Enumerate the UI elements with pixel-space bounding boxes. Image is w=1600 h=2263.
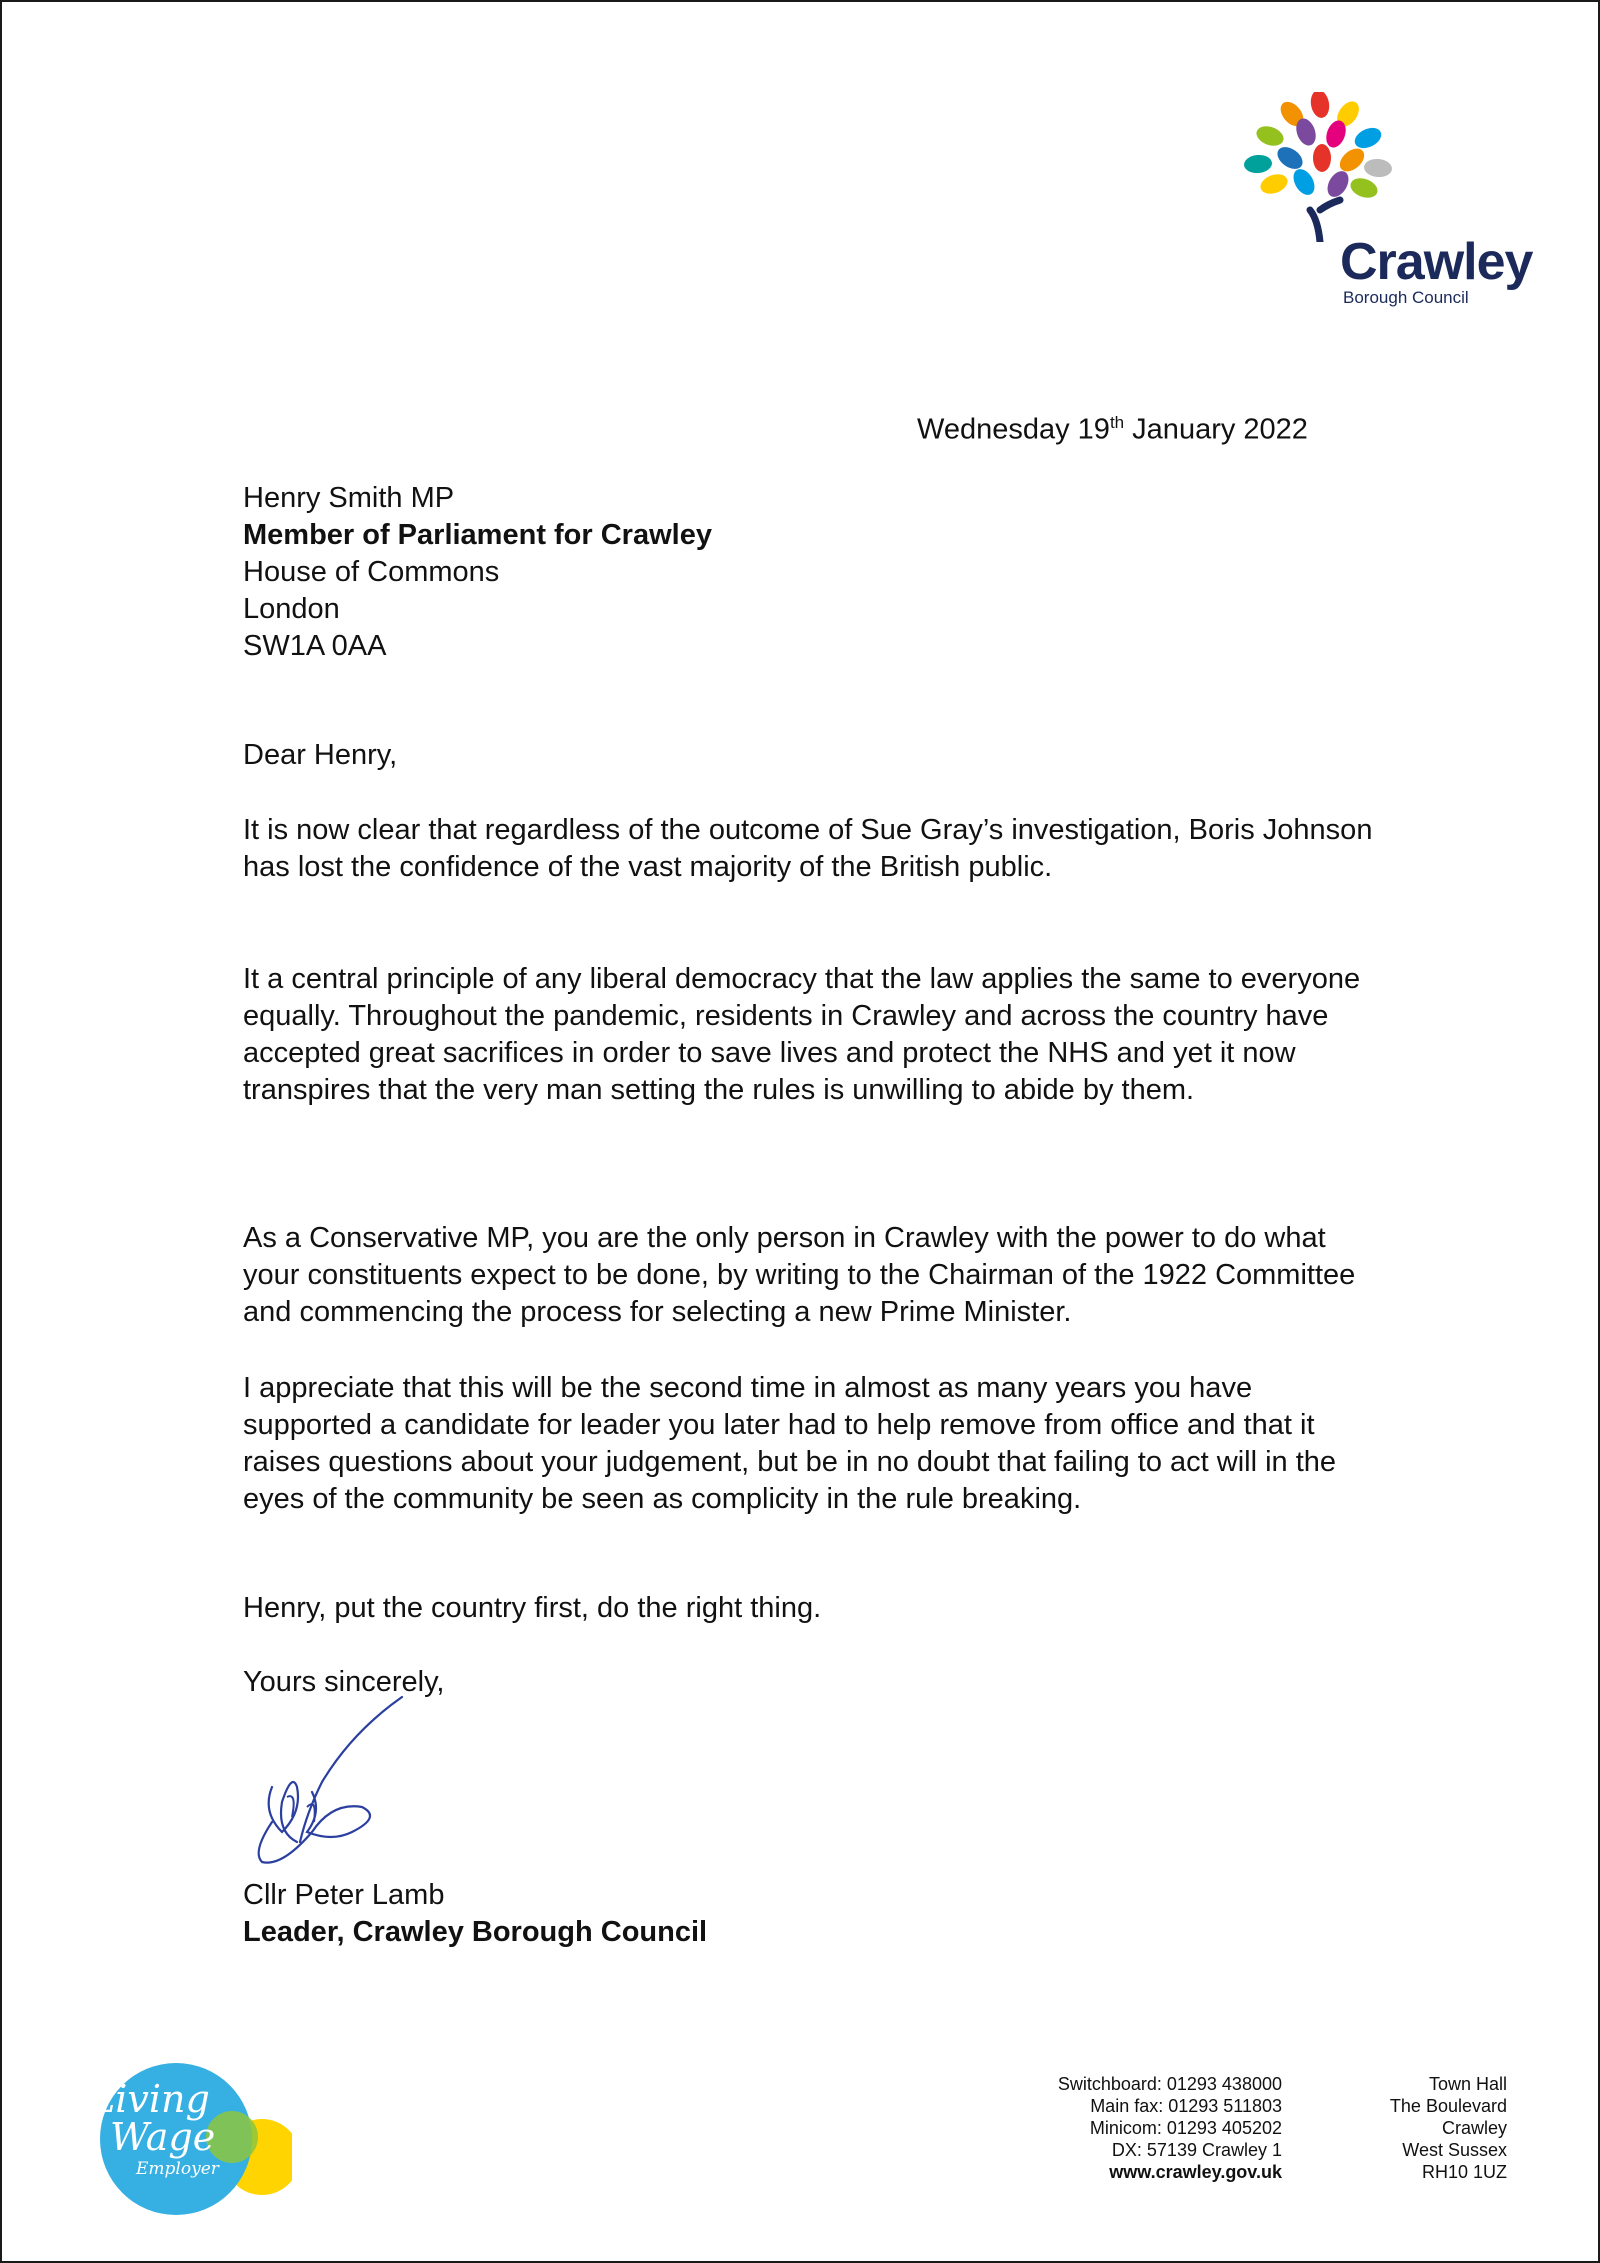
crawley-logo: [1240, 92, 1533, 322]
signer-role: Leader, Crawley Borough Council: [243, 1916, 708, 1948]
logo-petal: [1243, 154, 1272, 174]
contact-details: [952, 2073, 1282, 2183]
logo-petal: [1363, 158, 1392, 178]
logo-subtitle: Borough Council: [1343, 288, 1469, 307]
recipient-title: Member of Parliament for Crawley: [243, 519, 712, 551]
contact-line: Switchboard: 01293 438000: [1057, 2074, 1282, 2094]
council-address: [1332, 2073, 1507, 2183]
website-link[interactable]: www.crawley.gov.uk: [1109, 2162, 1282, 2182]
recipient-name: Henry Smith MP: [243, 482, 455, 514]
contact-line: Minicom: 01293 405202: [1089, 2118, 1282, 2138]
salutation: Dear Henry,: [243, 739, 398, 771]
logo-name: Crawley: [1340, 233, 1533, 291]
tree-petals-icon: [1240, 92, 1400, 242]
contact-line: Main fax: 01293 511803: [1090, 2096, 1282, 2116]
signer-name: Cllr Peter Lamb: [243, 1879, 445, 1911]
council-address-line: The Boulevard: [1389, 2096, 1507, 2116]
council-address-line: Crawley: [1441, 2118, 1507, 2138]
body-paragraph: I appreciate that this will be the second time in almost as many years you have supported a candidate for leader you later had to help remove from office and that it raises questions about your judgement, but be in no doubt that failing to act will in the eyes of the community be seen as complicity in the rule breaking.: [243, 1372, 1337, 1515]
address-line: London: [243, 593, 340, 625]
letter-date: Wednesday 19th January 2022: [917, 413, 1308, 446]
logo-petal: [1273, 143, 1306, 174]
logo-petal: [1352, 124, 1385, 152]
logo-petal: [1258, 171, 1290, 197]
living-wage-line2: Wage: [110, 2115, 216, 2159]
council-address-line: West Sussex: [1402, 2140, 1507, 2160]
living-wage-logo: [72, 2047, 292, 2217]
logo-petal: [1335, 144, 1368, 176]
recipient-address: [243, 480, 712, 665]
body-paragraph: As a Conservative MP, you are the only person in Crawley with the power to do what your constituents expect to be done, by writing to the Chairman of the 1922 Committee and commencing the process for selecting a new Prime Minister.: [243, 1222, 1356, 1328]
logo-petal: [1309, 92, 1332, 119]
living-wage-line1: Living: [90, 2077, 210, 2121]
address-postcode: SW1A 0AA: [243, 630, 387, 662]
body-paragraph: It a central principle of any liberal democracy that the law applies the same to everyone equally. Throughout the pandemic, residents in Crawley and across the country have accepted great sacrifices in order to save lives and protect the NHS and yet it now transpires that the very man setting the rules is unwilling to abide by them.: [243, 963, 1361, 1106]
body-paragraph: It is now clear that regardless of the outcome of Sue Gray’s investigation, Boris Johnson has lost the confidence of the vast majority of the British public.: [243, 814, 1373, 883]
council-address-line: RH10 1UZ: [1421, 2162, 1507, 2182]
logo-petal: [1254, 123, 1286, 149]
logo-petal: [1323, 167, 1353, 200]
logo-petal: [1348, 175, 1380, 201]
address-line: House of Commons: [243, 556, 500, 588]
living-wage-line3: Employer: [136, 2159, 219, 2179]
body-paragraph: Henry, put the country first, do the right thing.: [243, 1592, 822, 1624]
council-address-line: Town Hall: [1428, 2074, 1507, 2094]
signature: [252, 1692, 412, 1882]
logo-petal: [1313, 144, 1331, 172]
contact-line: DX: 57139 Crawley 1: [1111, 2140, 1282, 2160]
logo-petal: [1289, 165, 1319, 198]
closing: Yours sincerely,: [243, 1666, 445, 1698]
